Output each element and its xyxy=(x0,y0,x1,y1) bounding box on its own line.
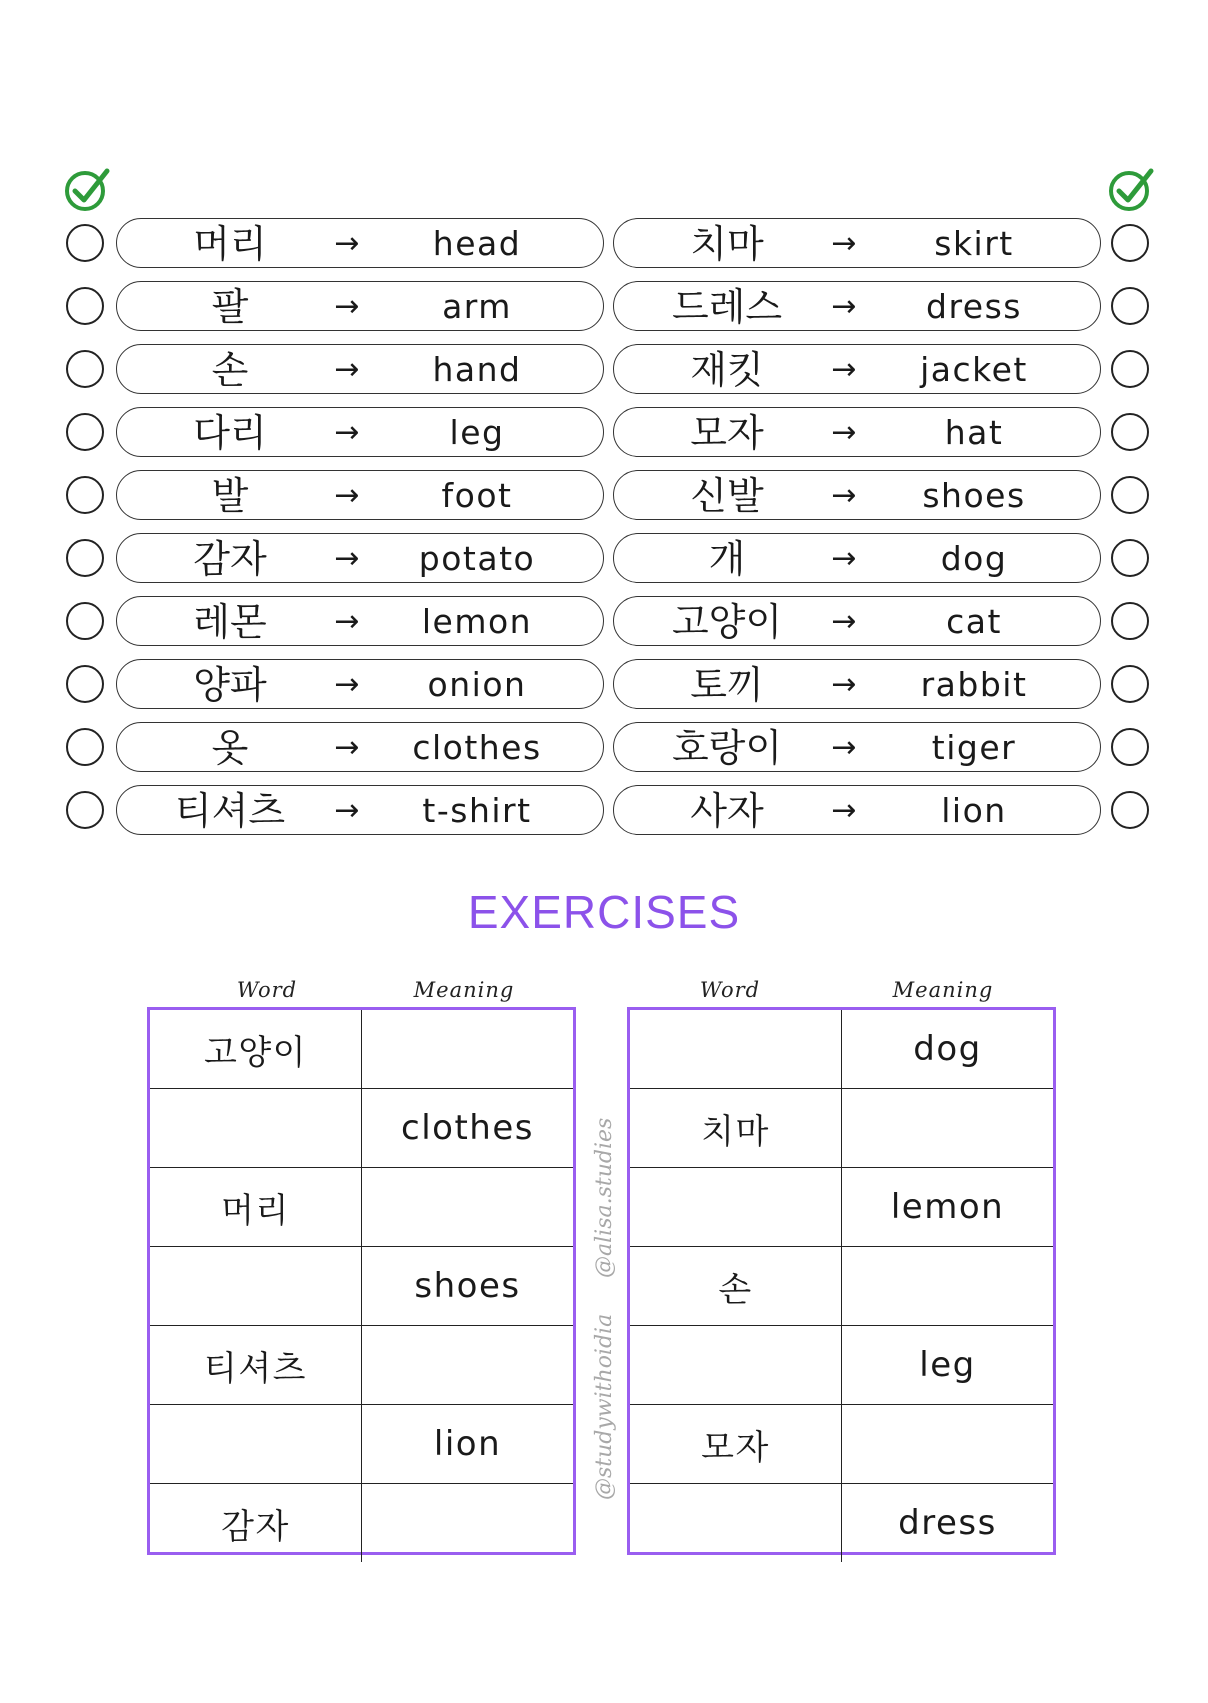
vocab-pill xyxy=(116,281,604,331)
meaning-cell[interactable]: leg xyxy=(842,1326,1054,1405)
arrow-icon: → xyxy=(334,289,360,324)
korean-word: 머리 xyxy=(193,222,267,266)
checkbox-circle[interactable] xyxy=(1111,476,1149,514)
korean-word: 다리 xyxy=(193,411,267,455)
korean-word: 티셔츠 xyxy=(174,789,286,833)
arrow-icon: → xyxy=(334,541,360,576)
korean-word: 레몬 xyxy=(193,600,267,644)
checkbox-circle[interactable] xyxy=(1111,287,1149,325)
word-cell[interactable]: 티셔츠 xyxy=(150,1326,362,1405)
arrow-icon: → xyxy=(334,604,360,639)
word-cell[interactable]: 모자 xyxy=(630,1405,842,1484)
korean-word: 신발 xyxy=(690,474,764,518)
table-row xyxy=(630,1010,1053,1089)
exercise-table-left xyxy=(147,1007,576,1555)
checkbox-circle[interactable] xyxy=(1111,350,1149,388)
checkbox-circle[interactable] xyxy=(1111,413,1149,451)
korean-word: 호랑이 xyxy=(671,726,783,770)
meaning-cell[interactable]: dress xyxy=(842,1484,1054,1563)
checkbox-circle[interactable] xyxy=(66,287,104,325)
korean-word: 손 xyxy=(211,348,249,392)
arrow-icon: → xyxy=(334,352,360,387)
word-cell[interactable] xyxy=(630,1326,842,1405)
check-circle-icon xyxy=(1107,165,1155,213)
meaning-cell[interactable] xyxy=(842,1405,1054,1484)
checkbox-circle[interactable] xyxy=(66,791,104,829)
checkbox-circle[interactable] xyxy=(1111,602,1149,640)
table-row xyxy=(630,1089,1053,1168)
english-word: cat xyxy=(946,602,1002,641)
vocab-pill xyxy=(613,533,1101,583)
table-row xyxy=(150,1484,573,1563)
checkbox-circle[interactable] xyxy=(66,602,104,640)
arrow-icon: → xyxy=(831,289,857,324)
english-word: dress xyxy=(926,287,1022,326)
word-cell[interactable]: 감자 xyxy=(150,1484,362,1563)
english-word: lemon xyxy=(421,602,533,641)
arrow-icon: → xyxy=(831,415,857,450)
meaning-cell[interactable]: clothes xyxy=(362,1089,574,1168)
korean-word: 옷 xyxy=(211,726,249,770)
vocab-pill xyxy=(613,281,1101,331)
table-row xyxy=(630,1484,1053,1563)
english-word: foot xyxy=(441,476,513,515)
meaning-cell[interactable]: lemon xyxy=(842,1168,1054,1247)
vocab-pill xyxy=(613,596,1101,646)
arrow-icon: → xyxy=(831,793,857,828)
arrow-icon: → xyxy=(334,226,360,261)
checkbox-circle[interactable] xyxy=(66,224,104,262)
vocab-pill xyxy=(613,722,1101,772)
korean-word: 발 xyxy=(211,474,249,518)
checkbox-circle[interactable] xyxy=(1111,728,1149,766)
meaning-cell[interactable]: shoes xyxy=(362,1247,574,1326)
english-word: lion xyxy=(941,791,1007,830)
arrow-icon: → xyxy=(334,793,360,828)
checkbox-circle[interactable] xyxy=(66,539,104,577)
english-word: clothes xyxy=(412,728,542,767)
arrow-icon: → xyxy=(831,352,857,387)
watermark-alisa: @alisa.studies xyxy=(592,1117,617,1278)
checkbox-circle[interactable] xyxy=(1111,224,1149,262)
english-word: hat xyxy=(944,413,1004,452)
exercise-table-right xyxy=(627,1007,1056,1555)
english-word: hand xyxy=(432,350,522,389)
checkbox-circle[interactable] xyxy=(1111,539,1149,577)
checkbox-circle[interactable] xyxy=(1111,791,1149,829)
table-row xyxy=(150,1247,573,1326)
table-row xyxy=(150,1089,573,1168)
english-word: dog xyxy=(940,539,1008,578)
word-cell[interactable]: 고양이 xyxy=(150,1010,362,1089)
word-cell[interactable] xyxy=(150,1247,362,1326)
english-word: jacket xyxy=(920,350,1028,389)
english-word: rabbit xyxy=(920,665,1028,704)
word-cell[interactable] xyxy=(150,1405,362,1484)
table-row xyxy=(150,1405,573,1484)
checkbox-circle[interactable] xyxy=(66,728,104,766)
vocab-pill xyxy=(116,596,604,646)
table-row xyxy=(630,1405,1053,1484)
meaning-cell[interactable] xyxy=(842,1247,1054,1326)
vocab-pill xyxy=(116,344,604,394)
arrow-icon: → xyxy=(831,667,857,702)
checkbox-circle[interactable] xyxy=(66,476,104,514)
korean-word: 사자 xyxy=(690,789,764,833)
vocab-pill xyxy=(116,785,604,835)
vocab-pill xyxy=(613,218,1101,268)
checkbox-circle[interactable] xyxy=(1111,665,1149,703)
korean-word: 팔 xyxy=(211,285,249,329)
meaning-cell[interactable] xyxy=(362,1484,574,1563)
meaning-cell[interactable] xyxy=(842,1089,1054,1168)
korean-word: 개 xyxy=(708,537,746,581)
meaning-column-header: Meaning xyxy=(892,978,994,1002)
arrow-icon: → xyxy=(334,730,360,765)
table-row xyxy=(150,1168,573,1247)
vocab-pill xyxy=(613,785,1101,835)
table-row xyxy=(630,1168,1053,1247)
english-word: potato xyxy=(418,539,536,578)
english-word: onion xyxy=(427,665,527,704)
english-word: leg xyxy=(449,413,505,452)
korean-word: 감자 xyxy=(193,537,267,581)
vocab-pill xyxy=(116,218,604,268)
arrow-icon: → xyxy=(334,667,360,702)
word-cell[interactable]: 손 xyxy=(630,1247,842,1326)
meaning-column-header: Meaning xyxy=(413,978,515,1002)
table-row xyxy=(630,1247,1053,1326)
arrow-icon: → xyxy=(831,478,857,513)
korean-word: 토끼 xyxy=(690,663,764,707)
arrow-icon: → xyxy=(831,226,857,261)
english-word: arm xyxy=(442,287,512,326)
word-cell[interactable]: 머리 xyxy=(150,1168,362,1247)
korean-word: 재킷 xyxy=(690,348,764,392)
word-cell[interactable] xyxy=(630,1168,842,1247)
vocab-pill xyxy=(613,344,1101,394)
exercises-title: EXERCISES xyxy=(467,886,741,938)
word-cell[interactable] xyxy=(630,1010,842,1089)
checkbox-circle[interactable] xyxy=(66,350,104,388)
meaning-cell[interactable] xyxy=(362,1010,574,1089)
meaning-cell[interactable]: dog xyxy=(842,1010,1054,1089)
vocab-pill xyxy=(116,722,604,772)
vocab-pill xyxy=(116,659,604,709)
arrow-icon: → xyxy=(334,478,360,513)
table-row xyxy=(630,1326,1053,1405)
meaning-cell[interactable]: lion xyxy=(362,1405,574,1484)
vocab-pill xyxy=(613,470,1101,520)
vocab-pill xyxy=(116,407,604,457)
table-row xyxy=(150,1010,573,1089)
english-word: skirt xyxy=(934,224,1014,263)
word-cell[interactable] xyxy=(150,1089,362,1168)
vocab-pill xyxy=(116,470,604,520)
word-cell[interactable]: 치마 xyxy=(630,1089,842,1168)
watermark-studywithoidia: @studywithoidia xyxy=(592,1313,617,1500)
arrow-icon: → xyxy=(831,730,857,765)
table-row xyxy=(150,1326,573,1405)
word-column-header: Word xyxy=(236,978,298,1002)
checkbox-circle[interactable] xyxy=(66,665,104,703)
english-word: head xyxy=(432,224,522,263)
korean-word: 고양이 xyxy=(671,600,783,644)
vocab-pill xyxy=(613,407,1101,457)
arrow-icon: → xyxy=(831,604,857,639)
checkbox-circle[interactable] xyxy=(66,413,104,451)
meaning-cell[interactable] xyxy=(362,1168,574,1247)
english-word: shoes xyxy=(922,476,1026,515)
korean-word: 드레스 xyxy=(671,285,783,329)
word-cell[interactable] xyxy=(630,1484,842,1563)
english-word: tiger xyxy=(931,728,1017,767)
arrow-icon: → xyxy=(831,541,857,576)
korean-word: 치마 xyxy=(690,222,764,266)
word-column-header: Word xyxy=(699,978,761,1002)
vocab-pill xyxy=(116,533,604,583)
korean-word: 모자 xyxy=(690,411,764,455)
arrow-icon: → xyxy=(334,415,360,450)
korean-word: 양파 xyxy=(193,663,267,707)
check-circle-icon xyxy=(63,165,111,213)
meaning-cell[interactable] xyxy=(362,1326,574,1405)
vocab-pill xyxy=(613,659,1101,709)
english-word: t-shirt xyxy=(422,791,532,830)
